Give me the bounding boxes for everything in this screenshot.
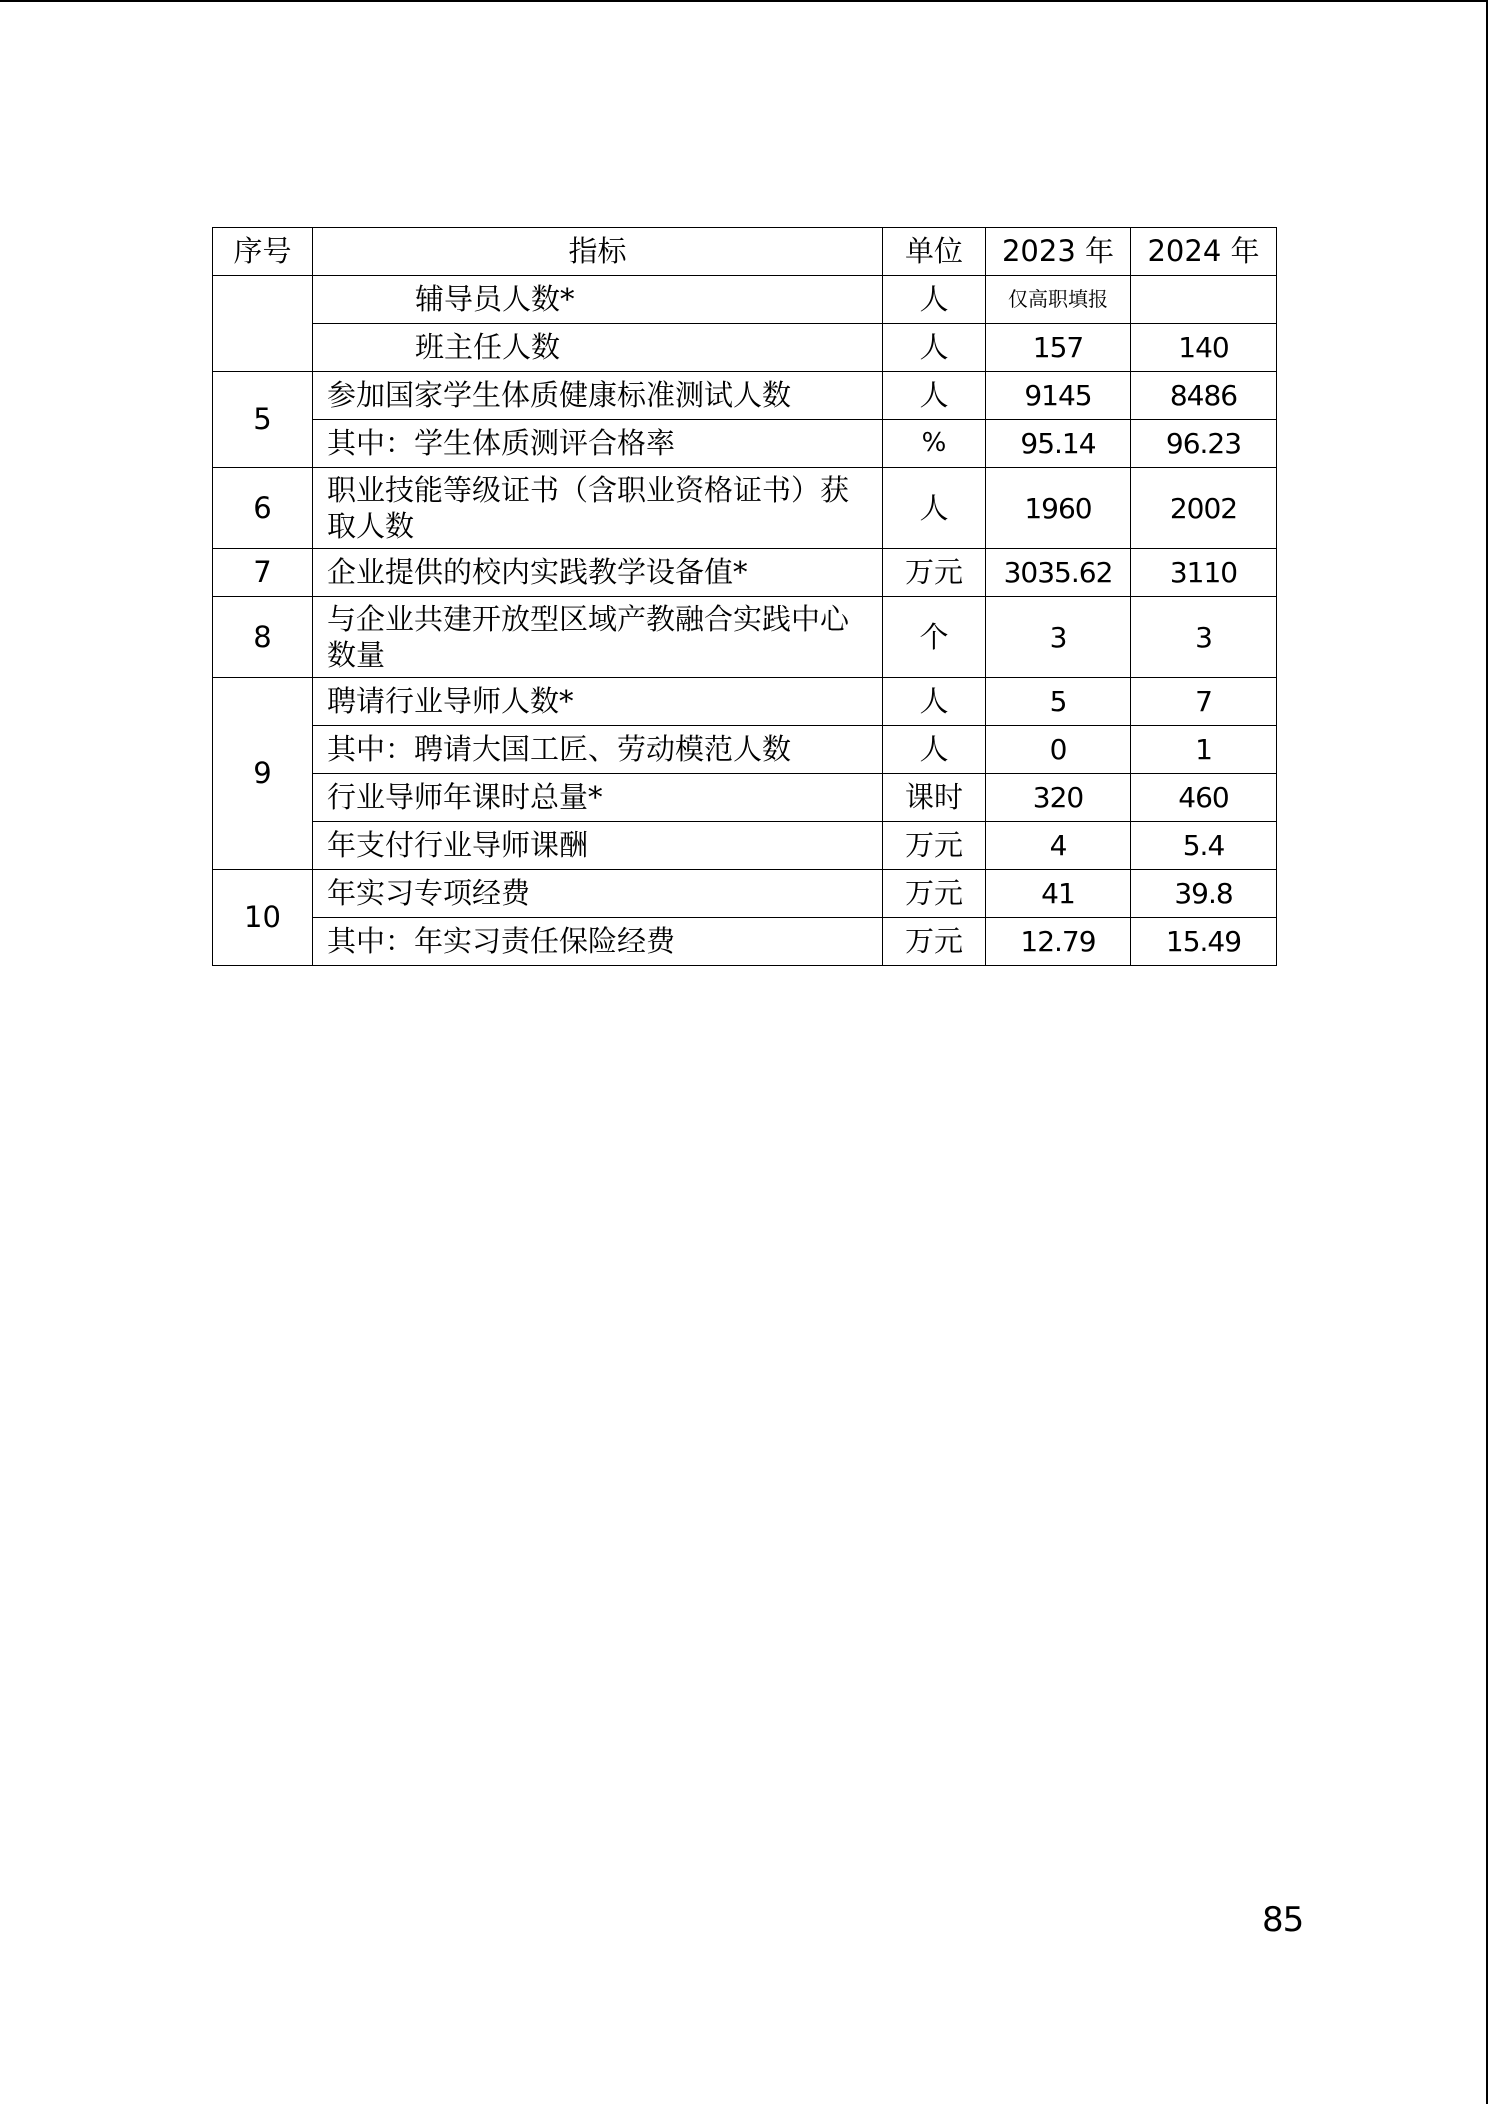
- value-2023-cell: 12.79: [986, 918, 1131, 966]
- unit-cell: 万元: [883, 870, 986, 918]
- indicator-cell: 聘请行业导师人数*: [313, 678, 883, 726]
- header-unit: 单位: [883, 228, 986, 276]
- unit-cell: %: [883, 420, 986, 468]
- value-2023-cell: 320: [986, 774, 1131, 822]
- table-header-row: [213, 228, 1277, 276]
- value-2023-cell: 0: [986, 726, 1131, 774]
- header-2023: 2023 年: [986, 228, 1131, 276]
- seq-cell: 5: [213, 372, 313, 468]
- indicator-cell: 年支付行业导师课酬: [313, 822, 883, 870]
- table-row: [213, 726, 1277, 774]
- header-2024: 2024 年: [1131, 228, 1277, 276]
- value-2024-cell: 1: [1131, 726, 1277, 774]
- table-row: [213, 420, 1277, 468]
- value-2023-cell: 1960: [986, 468, 1131, 549]
- indicator-cell: 班主任人数: [313, 324, 883, 372]
- seq-cell: 6: [213, 468, 313, 549]
- value-2024-cell: 140: [1131, 324, 1277, 372]
- table-row: [213, 870, 1277, 918]
- value-2024-cell: 96.23: [1131, 420, 1277, 468]
- unit-cell: 个: [883, 597, 986, 678]
- value-2023-cell: 157: [986, 324, 1131, 372]
- indicator-cell: 职业技能等级证书（含职业资格证书）获取人数: [313, 468, 883, 549]
- value-2023-cell: 41: [986, 870, 1131, 918]
- value-2024-cell: [1131, 276, 1277, 324]
- indicator-cell: 其中：学生体质测评合格率: [313, 420, 883, 468]
- value-2023-cell: 仅高职填报: [986, 276, 1131, 324]
- table-row: [213, 597, 1277, 678]
- unit-cell: 人: [883, 324, 986, 372]
- indicator-cell: 行业导师年课时总量*: [313, 774, 883, 822]
- indicator-cell: 其中：聘请大国工匠、劳动模范人数: [313, 726, 883, 774]
- value-2024-cell: 460: [1131, 774, 1277, 822]
- value-2024-cell: 2002: [1131, 468, 1277, 549]
- unit-cell: 课时: [883, 774, 986, 822]
- indicator-cell: 企业提供的校内实践教学设备值*: [313, 549, 883, 597]
- indicator-cell: 年实习专项经费: [313, 870, 883, 918]
- header-seq: 序号: [213, 228, 313, 276]
- indicator-table: [212, 227, 1277, 966]
- value-2024-cell: 7: [1131, 678, 1277, 726]
- table-row: [213, 324, 1277, 372]
- unit-cell: 人: [883, 468, 986, 549]
- seq-cell: 9: [213, 678, 313, 870]
- table-row: [213, 549, 1277, 597]
- table-row: [213, 678, 1277, 726]
- unit-cell: 人: [883, 678, 986, 726]
- table-row: [213, 822, 1277, 870]
- unit-cell: 万元: [883, 822, 986, 870]
- indicator-cell: 辅导员人数*: [313, 276, 883, 324]
- value-2024-cell: 3: [1131, 597, 1277, 678]
- table-row: [213, 918, 1277, 966]
- seq-cell: 7: [213, 549, 313, 597]
- indicator-cell: 其中：年实习责任保险经费: [313, 918, 883, 966]
- unit-cell: 人: [883, 726, 986, 774]
- value-2024-cell: 8486: [1131, 372, 1277, 420]
- table-row: [213, 774, 1277, 822]
- value-2024-cell: 15.49: [1131, 918, 1277, 966]
- table-row: [213, 276, 1277, 324]
- table-row: [213, 468, 1277, 549]
- header-indicator: 指标: [313, 228, 883, 276]
- indicator-cell: 参加国家学生体质健康标准测试人数: [313, 372, 883, 420]
- page-top-border: [0, 0, 1488, 2]
- table-row: [213, 372, 1277, 420]
- seq-cell: 8: [213, 597, 313, 678]
- value-2024-cell: 5.4: [1131, 822, 1277, 870]
- value-2024-cell: 39.8: [1131, 870, 1277, 918]
- unit-cell: 万元: [883, 918, 986, 966]
- value-2023-cell: 9145: [986, 372, 1131, 420]
- value-2023-cell: 3035.62: [986, 549, 1131, 597]
- indicator-cell: 与企业共建开放型区域产教融合实践中心数量: [313, 597, 883, 678]
- value-2024-cell: 3110: [1131, 549, 1277, 597]
- unit-cell: 人: [883, 372, 986, 420]
- page-number: 85: [1262, 1900, 1304, 1940]
- value-2023-cell: 95.14: [986, 420, 1131, 468]
- seq-cell-empty: [213, 276, 313, 372]
- value-2023-cell: 4: [986, 822, 1131, 870]
- unit-cell: 人: [883, 276, 986, 324]
- unit-cell: 万元: [883, 549, 986, 597]
- seq-cell: 10: [213, 870, 313, 966]
- value-2023-cell: 5: [986, 678, 1131, 726]
- value-2023-cell: 3: [986, 597, 1131, 678]
